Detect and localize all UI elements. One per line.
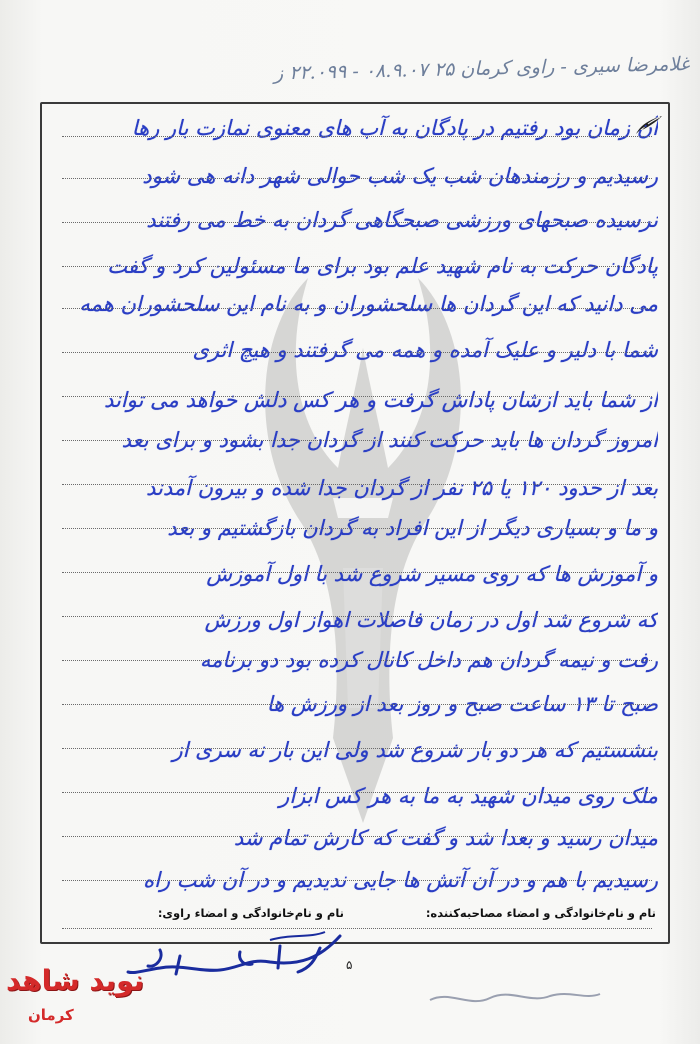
ruled-line (62, 616, 652, 617)
logo-subtitle: کرمان (28, 1006, 74, 1024)
ruled-line (62, 528, 652, 529)
handwritten-line: رفت و نیمه گردان هم داخل کانال کرده بود دو برنامه (199, 648, 658, 672)
ruled-line (62, 266, 652, 267)
faint-signature-mark (420, 980, 610, 1020)
ruled-line (62, 396, 652, 397)
handwritten-line: آن زمان بود رفتیم در پادگان به آب های معنوی نمازت بار رها (131, 116, 658, 140)
handwritten-line: رسیدیم با هم و در آن آتش ها جایی ندیدیم و در آن شب راه (143, 868, 658, 892)
handwritten-line: امروز گردان ها باید حرکت کنند از گردان جدا بشود و برای بعد (121, 428, 658, 452)
ruled-line (62, 792, 652, 793)
handwritten-line: و آموزش ها که روی مسیر شروع شد با اول آموزش (206, 562, 658, 586)
handwritten-line: بعد از حدود ۱۲۰ یا ۲۵ نفر از گردان جدا شده و بیرون آمدند (145, 476, 658, 500)
ruled-line (62, 440, 652, 441)
handwritten-line: و ما و بسیاری دیگر از این افراد به گردان بازگشتیم و بعد (167, 516, 658, 540)
ruled-line (62, 136, 652, 137)
handwritten-line: رسیدیم و رزمندهان شب یک شب حوالی شهر دانه هی شود (142, 164, 658, 188)
handwritten-line: شما با دلیر و علیک آمده و همه می گرفتند و هیچ اثری (192, 338, 658, 362)
handwritten-line: میدان رسید و بعدا شد و گفت که کارش تمام شد (233, 826, 658, 850)
handwritten-line: از شما باید ازشان پاداش گرفت و هر کس دلش خواهد می تواند (103, 388, 658, 412)
navid-shahed-logo (6, 964, 145, 1034)
handwritten-line: ملک روی میدان شهید به ما به هر کس ابزار (279, 784, 658, 808)
ruled-line (62, 748, 652, 749)
ruled-line (62, 222, 652, 223)
handwritten-line: صبح تا ۱۳ ساعت صبح و روز بعد از ورزش ها (266, 692, 658, 716)
ruled-line (62, 352, 652, 353)
ruled-line (62, 484, 652, 485)
handwritten-line: می دانید که این گردان ها سلحشوران و به نام این سلحشوران همه (79, 292, 658, 316)
interviewer-signature-label: نام و نام‌خانوادگی و امضاء مصاحبه‌کننده: (425, 906, 656, 920)
narrator-signature-label: نام و نام‌خانوادگی و امضاء راوی: (157, 906, 344, 920)
ruled-line (62, 572, 652, 573)
ruled-line (62, 704, 652, 705)
header-handwritten-note: غلامرضا سیری - راوی کرمان ۲۵ ۰۸.۹.۰۷ - ۲۲.۰۹۹ ز (273, 53, 690, 85)
ruled-line (62, 660, 652, 661)
handwritten-line: بنشستیم که هر دو بار شروع شد ولی این بار نه سری از (172, 738, 658, 762)
handwritten-line: پادگان حرکت به نام شهید علم بود برای ما مسئولین کرد و گفت (107, 254, 658, 278)
narrator-signature (120, 928, 353, 988)
handwritten-line: که شروع شد اول در زمان فاصلات اهواز اول ورزش (204, 608, 658, 632)
ruled-line (62, 880, 652, 881)
page-number: ۵ (346, 958, 353, 972)
logo-title: نوید شاهد (6, 964, 145, 997)
ruled-line (62, 308, 652, 309)
ruled-line (62, 178, 652, 179)
ruled-line (62, 836, 652, 837)
handwritten-line: نرسیده صبحهای ورزشی صبحگاهی گردان به خط می رفتند (146, 208, 658, 232)
